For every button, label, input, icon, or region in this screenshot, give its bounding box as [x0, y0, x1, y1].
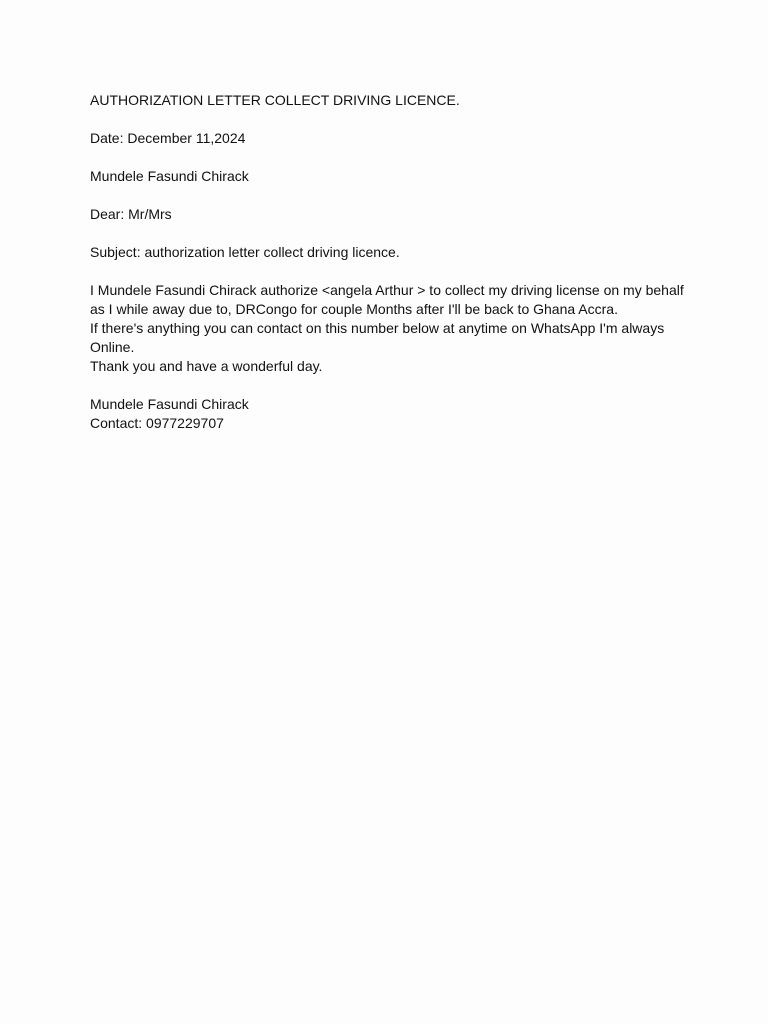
contact-number: Contact: 0977229707 — [90, 415, 224, 431]
subject-line: Subject: authorization letter collect driving licence. — [90, 244, 400, 260]
body-line: Thank you and have a wonderful day. — [90, 358, 323, 374]
letter-date: Date: December 11,2024 — [90, 130, 246, 146]
letter — [90, 91, 690, 433]
body-line: as I while away due to, DRCongo for couple Months after I'll be back to Ghana Accra. — [90, 301, 618, 317]
body-line: If there's anything you can contact on this number below at anytime on WhatsApp I'm always — [90, 320, 665, 336]
salutation: Dear: Mr/Mrs — [90, 206, 172, 222]
body-line: Online. — [90, 339, 135, 355]
body-line: I Mundele Fasundi Chirack authorize <angela Arthur > to collect my driving license on my behalf — [90, 282, 684, 298]
signature-name: Mundele Fasundi Chirack — [90, 396, 249, 412]
letter-title: AUTHORIZATION LETTER COLLECT DRIVING LICENCE. — [90, 92, 460, 108]
letter-body — [90, 281, 690, 376]
sender-name: Mundele Fasundi Chirack — [90, 168, 249, 184]
